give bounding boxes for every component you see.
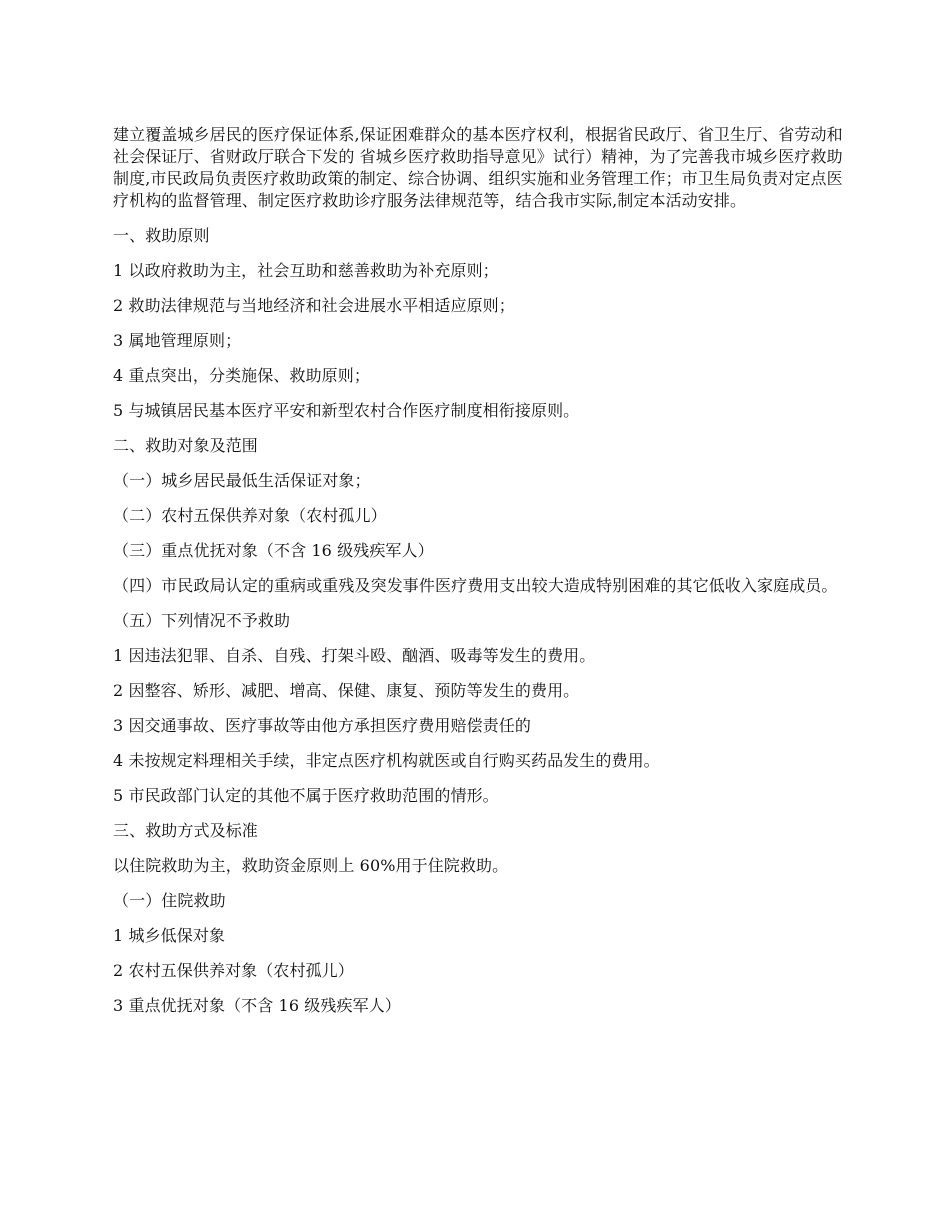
document-page bbox=[113, 124, 843, 1030]
exclusion-item: 1 因违法犯罪、自杀、自残、打架斗殴、酗酒、吸毒等发生的费用。 bbox=[113, 646, 596, 665]
inpatient-heading: （一）住院救助 bbox=[113, 891, 226, 910]
target-item: （四）市民政局认定的重病或重残及突发事件医疗费用支出较大造成特别困难的其它低收入家庭成员。 bbox=[113, 576, 838, 595]
section-heading-targets: 二、救助对象及范围 bbox=[113, 436, 258, 455]
inpatient-item: 2 农村五保供养对象（农村孤儿） bbox=[113, 961, 354, 980]
exclusion-item: 3 因交通事故、医疗事故等由他方承担医疗费用赔偿责任的 bbox=[113, 716, 531, 735]
target-item: （三）重点优抚对象（不含 16 级残疾军人） bbox=[113, 541, 434, 560]
principle-item: 4 重点突出，分类施保、救助原则； bbox=[113, 366, 370, 385]
section-heading-methods: 三、救助方式及标准 bbox=[113, 821, 258, 840]
principle-item: 1 以政府救助为主，社会互助和慈善救助为补充原则； bbox=[113, 261, 499, 280]
target-item: （一）城乡居民最低生活保证对象； bbox=[113, 471, 371, 490]
exclusion-item: 5 市民政部门认定的其他不属于医疗救助范围的情形。 bbox=[113, 786, 499, 805]
principle-item: 3 属地管理原则； bbox=[113, 331, 242, 350]
principle-item: 2 救助法律规范与当地经济和社会进展水平相适应原则； bbox=[113, 296, 515, 315]
inpatient-item: 3 重点优抚对象（不含 16 级残疾军人） bbox=[113, 996, 401, 1015]
target-item: （二）农村五保供养对象（农村孤儿） bbox=[113, 506, 387, 525]
section-heading-principles: 一、救助原则 bbox=[113, 226, 210, 245]
method-paragraph: 以住院救助为主，救助资金原则上 60%用于住院救助。 bbox=[113, 856, 509, 875]
exclusion-item: 4 未按规定料理相关手续，非定点医疗机构就医或自行购买药品发生的费用。 bbox=[113, 751, 660, 770]
exclusion-item: 2 因整容、矫形、减肥、增高、保健、康复、预防等发生的费用。 bbox=[113, 681, 580, 700]
principle-item: 5 与城镇居民基本医疗平安和新型农村合作医疗制度相衔接原则。 bbox=[113, 401, 580, 420]
intro-paragraph: 建立覆盖城乡居民的医疗保证体系,保证困难群众的基本医疗权利，根据省民政厅、省卫生厅、省劳动和社会保证厅、省财政厅联合下发的 省城乡医疗救助指导意见》试行）精神，为了完善我市城乡医疗救助制度,市民政局负责医疗救助政策的制定、综合协调、组织实施和业务管理工作；市卫生局负责对定点医疗机构的监督管理、制定医疗救助诊疗服务法律规范等，结合我市实际,制定本活动安排。 bbox=[113, 125, 843, 210]
exclusion-heading: （五）下列情况不予救助 bbox=[113, 611, 291, 630]
inpatient-item: 1 城乡低保对象 bbox=[113, 926, 226, 945]
